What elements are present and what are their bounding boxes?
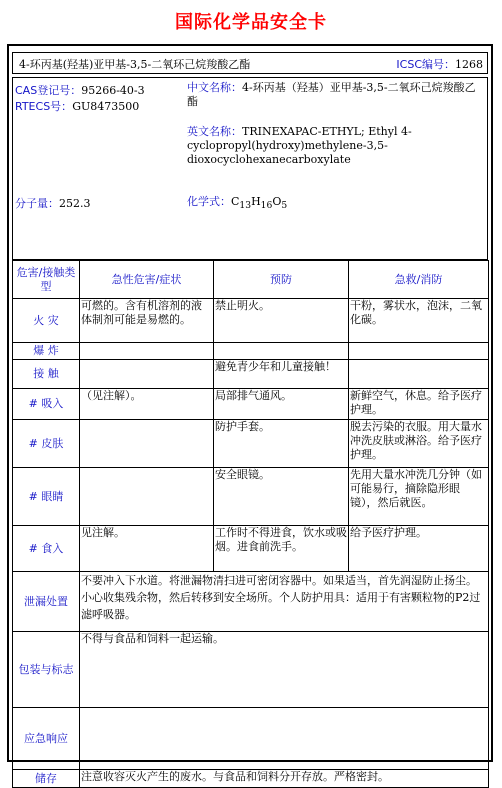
fire-prevention: 禁止明火。 [214,299,349,343]
explosion-prevention [214,343,349,360]
mw-row [15,195,91,211]
row-label-fire: 火 灾 [13,299,80,343]
inhalation-acute: （见注解）。 [80,389,214,420]
page-title: 国际化学品安全卡 [175,12,327,33]
ingestion-first-aid: 给予医疗护理。 [349,526,489,572]
header-first-aid: 急救/消防 [349,261,489,299]
cas-row [15,82,145,98]
emergency-text [80,708,489,770]
table-row-inhalation [13,389,489,420]
eyes-first-aid: 先用大量水冲洗几分钟（如可能易行，摘除隐形眼镜），然后就医。 [349,468,489,526]
ingestion-prevention: 工作时不得进食，饮水或吸烟。进食前洗手。 [214,526,349,572]
mw-value: 252.3 [59,197,91,210]
icsc-value: 1268 [455,58,483,71]
rtecs-row [15,98,139,114]
en-name-label: 英文名称： [187,125,242,138]
header-acute: 急性危害/症状 [80,261,214,299]
spill-text: 不要冲入下水道。将泄漏物清扫进可密闭容器中。如果适当，首先润湿防止扬尘。小心收集残余物，然后转移到安全场所。个人防护用具：适用于有害颗粒物的P2过滤呼吸器。 [80,572,489,632]
row-label-ingestion: # 食入 [13,526,80,572]
cn-name-row [187,81,482,109]
card-header [12,52,488,74]
skin-prevention: 防护手套。 [214,420,349,468]
contact-first-aid [349,360,489,389]
safety-card [7,44,493,785]
formula-label: 化学式： [187,195,231,208]
row-label-eyes: # 眼睛 [13,468,80,526]
row-label-emergency: 应急响应 [13,708,80,770]
formula-row [187,195,482,213]
table-row-ingestion [13,526,489,572]
inhalation-prevention: 局部排气通风。 [214,389,349,420]
en-name-row [187,125,482,167]
rtecs-label: RTECS号： [15,100,73,113]
row-label-contact: 接 触 [13,360,80,389]
fire-acute: 可燃的。含有机溶剂的液体制剂可能是易燃的。 [80,299,214,343]
skin-first-aid: 脱去污染的衣服。用大量水冲洗皮肤或淋浴。给予医疗护理。 [349,420,489,468]
table-row-explosion [13,343,489,360]
en-name-value: TRINEXAPAC-ETHYL; Ethyl 4-cyclopropyl(hydroxy)methylene-3,5-dioxocyclohexanecarboxylate [187,125,412,166]
table-row-emergency [13,708,489,770]
icsc-label: ICSC编号： [396,58,455,71]
table-header-row [13,261,489,299]
table-row-storage [13,770,489,788]
table-row-eyes [13,468,489,526]
icsc-number [396,56,483,72]
eyes-acute [80,468,214,526]
explosion-acute [80,343,214,360]
explosion-first-aid [349,343,489,360]
row-label-explosion: 爆 炸 [13,343,80,360]
cn-name-label: 中文名称： [187,81,242,94]
table-row-spill [13,572,489,632]
storage-text: 注意收容灭火产生的废水。与食品和饲料分开存放。严格密封。 [80,770,489,788]
header-hazard-type: 危害/接触类型 [13,261,80,299]
table-row-packaging [13,632,489,708]
table-row-skin [13,420,489,468]
formula-value: $C_{13}H_{16}O_5$ [231,195,288,212]
inhalation-first-aid: 新鲜空气，休息。给予医疗护理。 [349,389,489,420]
row-label-packaging: 包装与标志 [13,632,80,708]
contact-acute [80,360,214,389]
table-row-fire [13,299,489,343]
header-prevention: 预防 [214,261,349,299]
table-row-contact [13,360,489,389]
cas-label: CAS登记号： [15,84,82,97]
identity-section [12,77,488,260]
chemical-name: 4-环丙基(羟基)亚甲基-3,5-二氧环己烷羧酸乙酯 [19,58,251,71]
row-label-storage: 储存 [13,770,80,788]
eyes-prevention: 安全眼镜。 [214,468,349,526]
skin-acute [80,420,214,468]
cn-name-value: 4-环丙基（羟基）亚甲基-3,5-二氧环己烷羧酸乙酯 [187,81,476,108]
rtecs-value: GU8473500 [72,100,140,113]
packaging-text: 不得与食品和饲料一起运输。 [80,632,489,708]
cas-value: 95266-40-3 [81,84,145,97]
mw-label: 分子量： [15,197,59,210]
row-label-inhalation: # 吸入 [13,389,80,420]
row-label-skin: # 皮肤 [13,420,80,468]
fire-first-aid: 干粉，雾状水，泡沫，二氧化碳。 [349,299,489,343]
contact-prevention: 避免青少年和儿童接触！ [214,360,349,389]
hazard-table [12,260,489,788]
row-label-spill: 泄漏处置 [13,572,80,632]
ingestion-acute: 见注解。 [80,526,214,572]
